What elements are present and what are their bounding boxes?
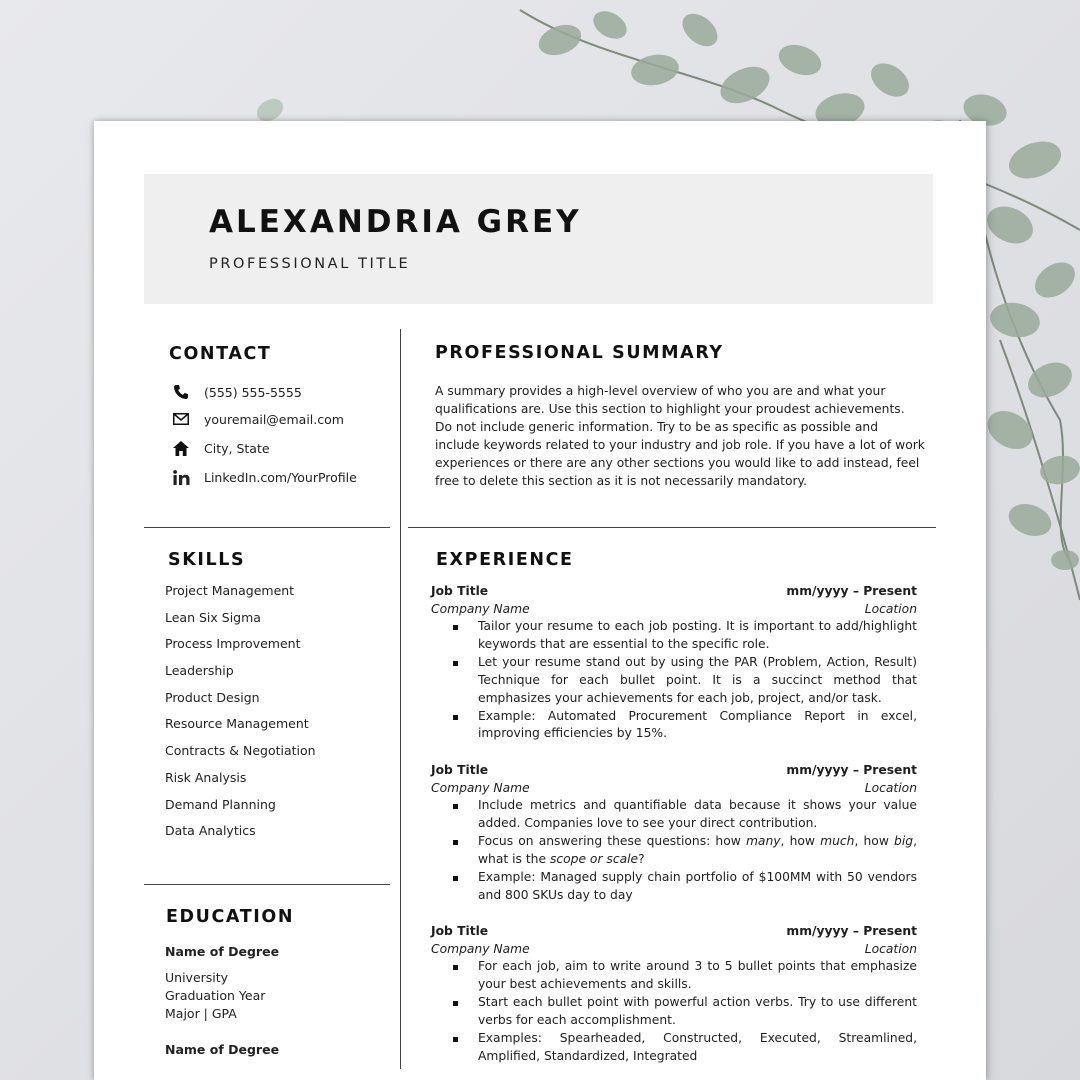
contact-divider bbox=[144, 527, 390, 528]
contact-linkedin bbox=[172, 469, 357, 485]
skill-item: Demand Planning bbox=[165, 796, 276, 812]
job-dates: mm/yyyy – Present bbox=[786, 763, 917, 777]
professional-title: PROFESSIONAL TITLE bbox=[209, 256, 411, 272]
skill-item: Project Management bbox=[165, 583, 295, 598]
degree-name: Name of Degree bbox=[165, 1042, 280, 1057]
job-location: Location bbox=[864, 942, 917, 956]
job-bullet: For each job, aim to write around 3 to 5 bullet points that emphasize your best achievements and skills. bbox=[431, 958, 917, 994]
job-bullet: Focus on answering these questions: how many, how much, how big, what is the scope or scale? bbox=[431, 833, 917, 869]
resume-header bbox=[144, 174, 933, 304]
summary-divider bbox=[408, 527, 936, 528]
graduation-year: Graduation Year bbox=[165, 988, 266, 1003]
contact-location bbox=[172, 440, 270, 456]
email-text: youremail@email.com bbox=[204, 411, 344, 427]
job-bullets bbox=[431, 797, 917, 904]
major-gpa: Major | GPA bbox=[165, 1006, 237, 1021]
job-bullet: Examples: Spearheaded, Constructed, Executed, Streamlined, Amplified, Standardized, Integrated bbox=[431, 1030, 917, 1066]
job-title: Job Title bbox=[431, 584, 489, 598]
company-name: Company Name bbox=[431, 781, 530, 795]
skill-item: Lean Six Sigma bbox=[165, 609, 261, 625]
skills-list bbox=[165, 583, 316, 850]
summary-text: A summary provides a high-level overview of who you are and what your qualifications are. Use this section to highlight your proudest achievements. Do not include generic information. Try to be as specific as possible and include keywords related to your industry and job role. If you have a lot of work experiences or there are any other sections you would like to add instead, feel free to delete this section as it is not necessarily mandatory. bbox=[435, 384, 925, 488]
job-title: Job Title bbox=[431, 763, 489, 777]
phone-text: (555) 555-5555 bbox=[204, 384, 302, 400]
education-heading: EDUCATION bbox=[166, 907, 295, 927]
location-text: City, State bbox=[204, 440, 270, 456]
job-bullets bbox=[431, 618, 917, 743]
skill-item: Data Analytics bbox=[165, 823, 256, 839]
skill-item: Risk Analysis bbox=[165, 769, 247, 785]
skill-item: Process Improvement bbox=[165, 636, 301, 652]
skill-item: Product Design bbox=[165, 689, 260, 705]
envelope-icon bbox=[172, 411, 190, 427]
job-bullet: Example: Automated Procurement Compliance Report in excel, improving efficiencies by 15%. bbox=[431, 708, 917, 744]
job-bullet: Let your resume stand out by using the PAR (Problem, Action, Result) Technique for each bullet point. It is a succinct method that emphasizes your achievements for each job, project, and/or task. bbox=[431, 654, 917, 708]
job-location: Location bbox=[864, 781, 917, 795]
linkedin-icon bbox=[172, 469, 190, 485]
job-bullet: Example: Managed supply chain portfolio of $100MM with 50 vendors and 800 SKUs day to day bbox=[431, 869, 917, 905]
job-bullet: Tailor your resume to each job posting. It is important to add/highlight keywords that are essential to the specific role. bbox=[431, 618, 917, 654]
skill-item: Resource Management bbox=[165, 716, 309, 732]
degree-name: Name of Degree bbox=[165, 944, 280, 959]
company-name: Company Name bbox=[431, 942, 530, 956]
job-title: Job Title bbox=[431, 924, 489, 938]
column-divider bbox=[400, 329, 401, 1069]
education-entry bbox=[165, 943, 279, 1023]
job-bullets bbox=[431, 958, 917, 1065]
skills-divider bbox=[144, 884, 390, 885]
job-location: Location bbox=[864, 602, 917, 616]
job-bullet: Include metrics and quantifiable data because it shows your value added. Companies love to see your direct contribution. bbox=[431, 797, 917, 833]
university-name: University bbox=[165, 970, 229, 985]
job-entry bbox=[431, 582, 917, 743]
job-dates: mm/yyyy – Present bbox=[786, 584, 917, 598]
summary-heading: PROFESSIONAL SUMMARY bbox=[435, 343, 724, 363]
phone-icon bbox=[172, 384, 190, 400]
home-icon bbox=[172, 440, 190, 456]
skills-heading: SKILLS bbox=[168, 550, 246, 570]
contact-email bbox=[172, 411, 344, 427]
candidate-name: ALEXANDRIA GREY bbox=[209, 204, 582, 240]
job-dates: mm/yyyy – Present bbox=[786, 924, 917, 938]
contact-phone bbox=[172, 384, 302, 400]
linkedin-text: LinkedIn.com/YourProfile bbox=[204, 469, 357, 485]
skill-item: Leadership bbox=[165, 663, 234, 679]
education-entry bbox=[165, 1041, 279, 1059]
job-entry bbox=[431, 922, 917, 1065]
resume-page bbox=[94, 121, 986, 1080]
skill-item: Contracts & Negotiation bbox=[165, 743, 316, 759]
job-entry bbox=[431, 761, 917, 904]
job-bullet: Start each bullet point with powerful action verbs. Try to use different verbs for each accomplishment. bbox=[431, 994, 917, 1030]
contact-heading: CONTACT bbox=[169, 344, 272, 364]
company-name: Company Name bbox=[431, 602, 530, 616]
experience-heading: EXPERIENCE bbox=[436, 550, 574, 570]
